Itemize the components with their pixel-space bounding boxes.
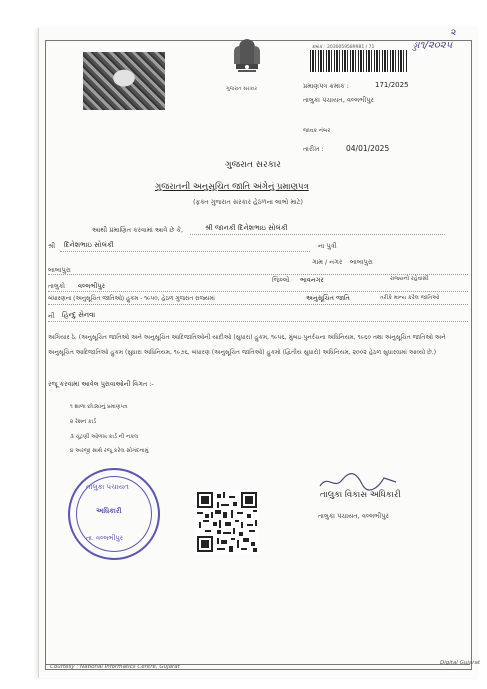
taluka-label: તાલુકો xyxy=(48,282,66,290)
outward-label: જાવક નંબર xyxy=(303,128,331,134)
signature-scribble xyxy=(318,470,398,492)
document-item: ૧ શાળા છોડ્યાનું પ્રમાણપત્ર xyxy=(70,404,128,410)
certificate-title: ગુજરાતની અનુસૂચિત જાતિ અંગેનું પ્રમાણપત્ર xyxy=(155,182,309,192)
certify-text: આથી પ્રમાણિત કરવામાં આવે છે કે, xyxy=(92,226,184,234)
govt-title: ગુજરાત સરકાર xyxy=(225,160,281,170)
date-value: 04/01/2025 xyxy=(346,144,390,153)
document-item: ૨ રેશન કાર્ડ xyxy=(70,419,97,425)
national-emblem-icon xyxy=(223,34,271,84)
footer-courtesy: Courtesy : National Informatics Centre, Gujarat xyxy=(50,664,180,670)
document-item: ૪ અરજી સાથે રજૂ કરેલ સોગંદનામું xyxy=(70,448,149,454)
certificate-number-label: પ્રમાણપત્ર ક્રમાંક : xyxy=(303,82,349,90)
emblem-caption: ગુજરાત સરકાર xyxy=(226,86,258,92)
signatory-office: તાલુકા પંચાયત, વલ્લભીપુર xyxy=(318,512,389,520)
village-label: ગામ / નગર xyxy=(312,258,343,266)
page-number: ૨ xyxy=(451,28,457,38)
state-resident-label: રાજ્યનો રહેવાસી xyxy=(390,276,429,282)
barcode-number: ક્રમાંક : 2030059589981 / 71 xyxy=(312,45,375,50)
official-stamp xyxy=(68,468,160,560)
office-line: તાલુકા પંચાયત, વલ્લભીપુર xyxy=(303,96,374,104)
footer-digital-gujarat: Digital Gujarat xyxy=(440,660,481,666)
taluka-value: વલ્લભીપુર xyxy=(78,282,105,290)
order-text: બંધારણના (અનુસૂચિત જાતિઓ) હુકમ - ૧૯૫૦, હેઠળ ગુજરાત રાજ્યમાં xyxy=(48,296,215,302)
date-label: તારીખ : xyxy=(303,145,324,153)
legal-paragraph: અગિયાર ઠે. (અનુસૂચિત જાતિઓ અને અનુસૂચિત આદિજાતિઓની યાદીઓ (સુધારા) હુકમ, ૧૯૫૬, મુંબઇ પુનર્રચના અધિનિયમ, ૧૯૬૦ તથા અનુસૂચિત જાતિઓ અને અનુસૂચિત આદિજાતિઓ હુકમ (સુધારા અધિનિયમ, ૧૯૭૬, બંધારણ (અનુસૂચિત જાતિઓ) હુકમો (દ્વિતીય સુધારો) અધિનિયમ, ૨૦૦૨ હેઠળ સુધારવામાં આવ્યો છે.) xyxy=(48,334,446,356)
caste-name: હિન્દુ સેનવા xyxy=(62,311,96,319)
village-value: બાબાપુરા xyxy=(350,258,373,266)
signatory-title: તાલુકા વિકાસ અધિકારી xyxy=(320,490,401,500)
caste-prefix: ની xyxy=(48,312,55,320)
qr-code xyxy=(195,490,259,554)
applicant-name: શ્રી જાનકી દિનેશભાઇ સોલંકી xyxy=(205,224,288,232)
district-value: ભાવનગર xyxy=(300,276,324,284)
handwritten-reference: ડ્ડા૧/૨૦૨૫ xyxy=(412,40,453,51)
applicant-photo xyxy=(83,52,165,110)
stamp-bottom-text: તા. વલ્લભીપુર xyxy=(86,534,124,542)
certificate-subtitle: (ફક્ત ગુજરાત સરકાર હેઠળના લાભો માટે) xyxy=(193,198,303,206)
caste-category: અનુસૂચિત જાતિ xyxy=(306,294,350,302)
barcode xyxy=(310,50,408,72)
documents-heading: રજૂ કરવામાં આવેલ પુરાવાઓની વિગત :- xyxy=(48,380,154,388)
area-value: બાબાપુરા xyxy=(48,266,71,274)
recognition-text: તરીકે માન્ય કરેલ જાતિઓ xyxy=(380,295,440,301)
relation-label: ના પુત્રી xyxy=(318,242,337,250)
stamp-center-text: અધિકારી xyxy=(96,507,122,515)
certificate-number: 171/2025 xyxy=(375,81,409,89)
father-prefix: શ્રી xyxy=(48,242,56,250)
document-item: ૩ ચૂંટણી ઓળખ કાર્ડ ની નકલ xyxy=(70,434,139,440)
father-name: દિનેશભાઇ સોલંકી xyxy=(64,241,114,249)
stamp-top-text: તાલુકા પંચાયત xyxy=(86,483,129,491)
district-label: જિલ્લો xyxy=(272,276,290,284)
